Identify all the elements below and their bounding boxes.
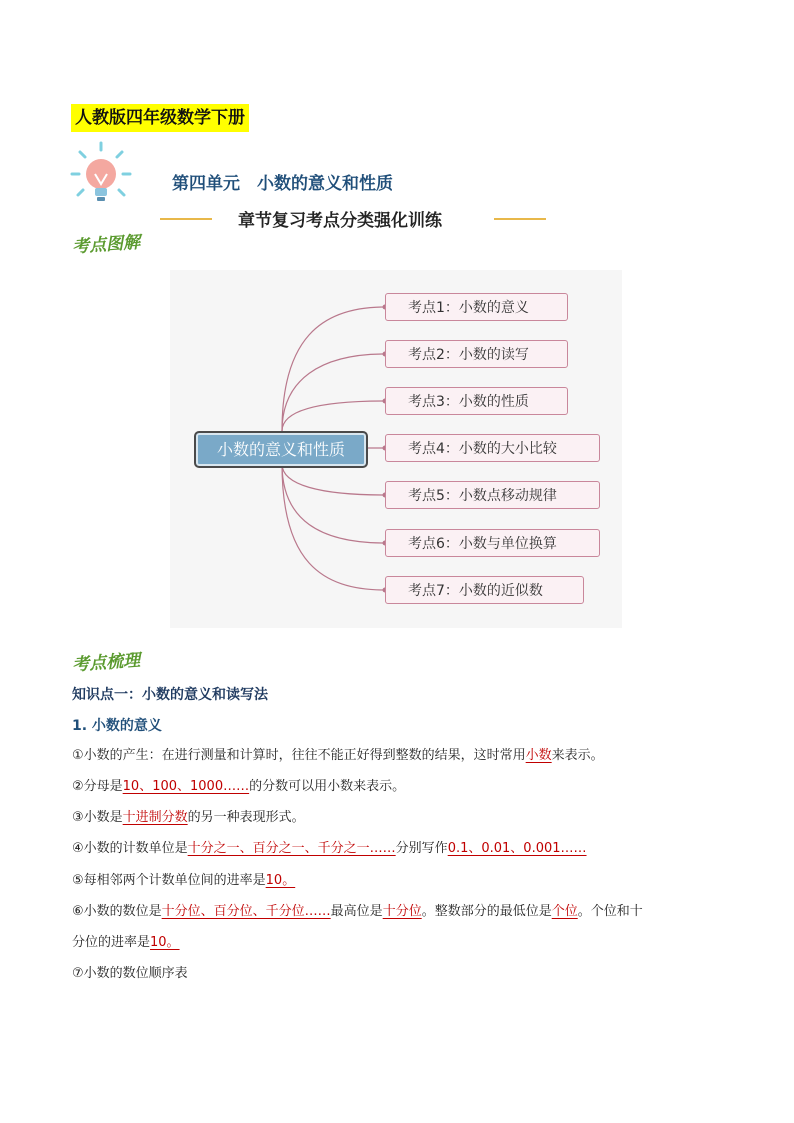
content-line-4: ④小数的计数单位是十分之一、百分之一、千分之一……分别写作0.1、0.01、0.001……: [72, 841, 587, 856]
mindmap-center-node: 小数的意义和性质: [194, 431, 368, 468]
content-line-2: ②分母是10、100、1000……的分数可以用小数来表示。: [72, 779, 406, 794]
mindmap-leaf-4: 考点4：小数的大小比较: [385, 434, 600, 462]
content-line-3: ③小数是十进制分数的另一种表现形式。: [72, 810, 305, 825]
content-line-7: 分位的进率是10。: [72, 935, 180, 950]
lightbulb-icon: [68, 140, 134, 214]
mindmap-leaf-7: 考点7：小数的近似数: [385, 576, 584, 604]
subheading: 1. 小数的意义: [72, 718, 162, 734]
mindmap-leaf-3: 考点3：小数的性质: [385, 387, 568, 415]
content-line-5: ⑤每相邻两个计数单位间的进率是10。: [72, 873, 296, 888]
section-label-diagram: 考点图解: [71, 232, 141, 258]
subtitle-row: [160, 206, 550, 232]
subtitle: 章节复习考点分类强化训练: [238, 211, 442, 231]
mindmap: [170, 270, 622, 628]
mindmap-leaf-1: 考点1：小数的意义: [385, 293, 568, 321]
content-line-6: ⑥小数的数位是十分位、百分位、千分位……最高位是十分位。整数部分的最低位是个位。个位和十: [72, 904, 643, 919]
mindmap-leaf-5: 考点5：小数点移动规律: [385, 481, 600, 509]
knowledge-point-title: 知识点一：小数的意义和读写法: [72, 687, 268, 703]
grade-tag: 人教版四年级数学下册: [71, 104, 249, 132]
decor-line-right: [494, 218, 546, 220]
mindmap-leaf-6: 考点6：小数与单位换算: [385, 529, 600, 557]
decor-line-left: [160, 218, 212, 220]
content-line-1: ①小数的产生：在进行测量和计算时，往往不能正好得到整数的结果，这时常用小数来表示。: [72, 748, 604, 763]
content-line-8: ⑦小数的数位顺序表: [72, 966, 188, 981]
unit-title: 第四单元 小数的意义和性质: [172, 174, 393, 194]
mindmap-leaf-2: 考点2：小数的读写: [385, 340, 568, 368]
section-label-summary: 考点梳理: [71, 650, 141, 676]
